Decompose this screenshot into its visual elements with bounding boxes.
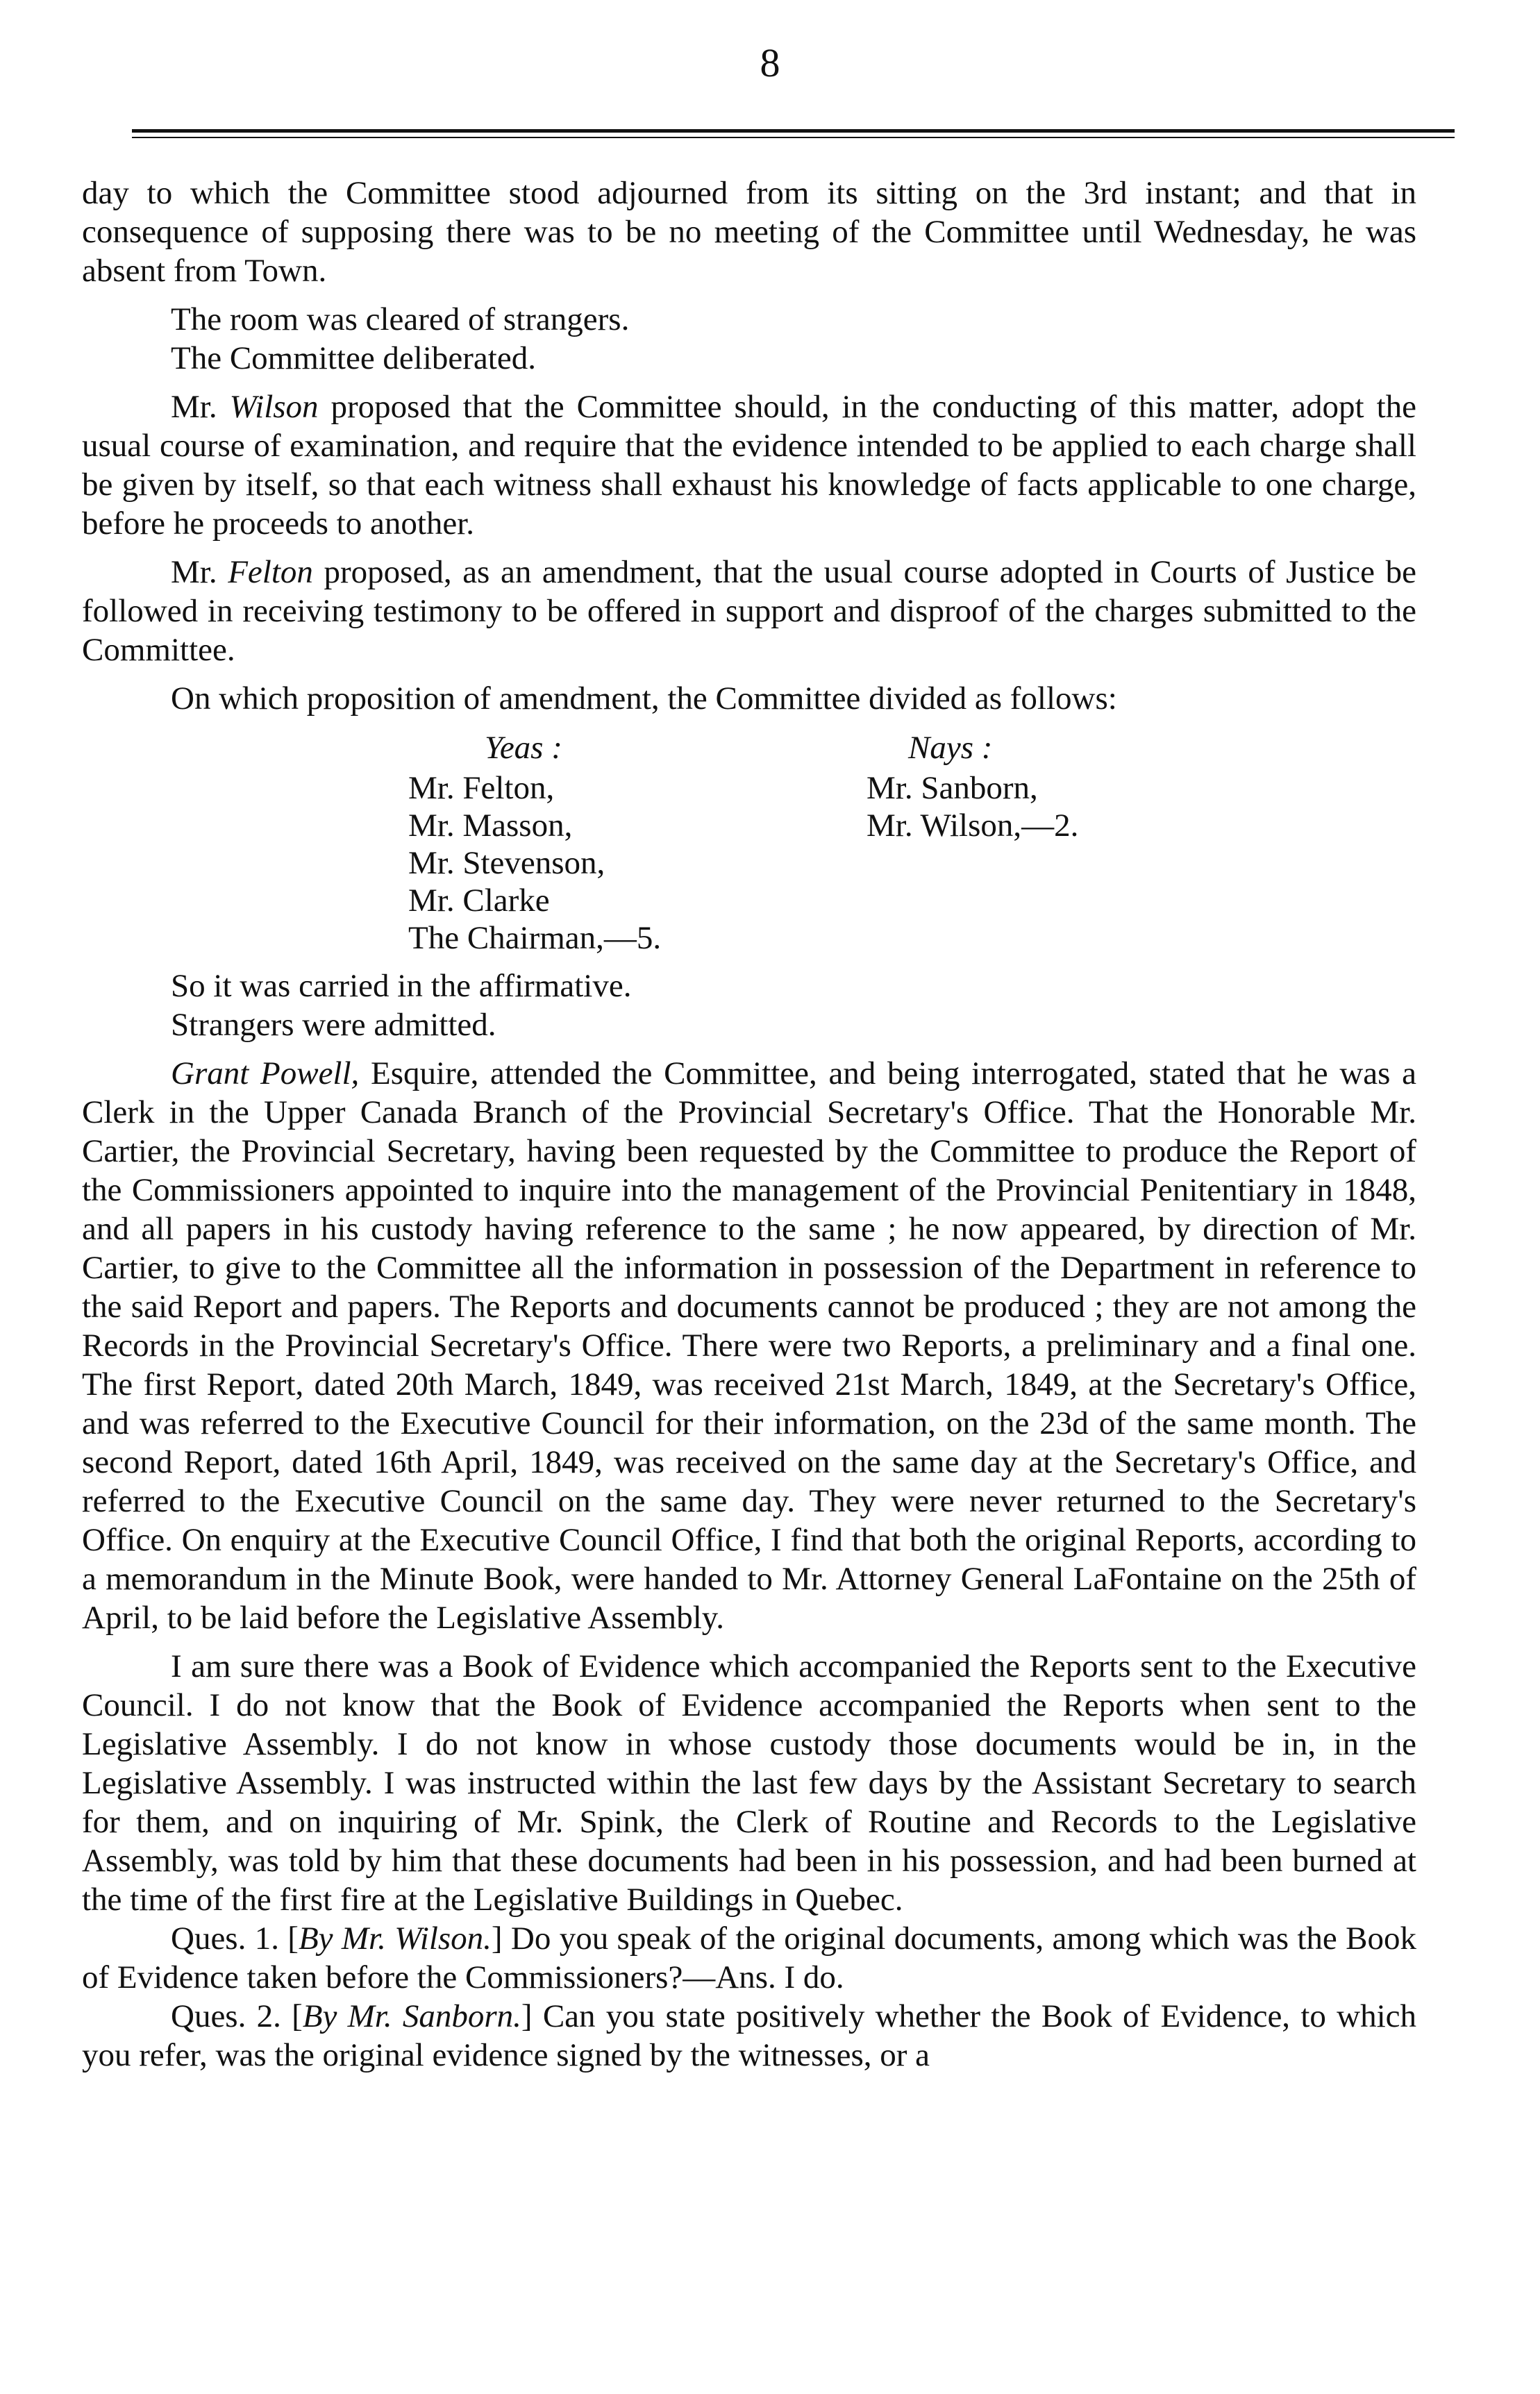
paragraph: Strangers were admitted. (171, 1007, 496, 1043)
text-run: ] Do you speak of the original documents, among which was the Book of Evidence taken before the Commissioners?—Ans. I do. (82, 1920, 1416, 1995)
witness-name: Grant Powell, (171, 1055, 360, 1091)
text-run: Mr. (171, 389, 230, 425)
text-run: proposed, as an amendment, that the usual course adopted in Courts of Justice be followed in receiving testimony to be offered in support and disproof of the charges submitted to the Committee. (82, 554, 1416, 668)
text-run: Ques. 1. [ (171, 1920, 299, 1957)
paragraph: So it was carried in the affirmative. (171, 968, 632, 1004)
vote-entry: Mr. Stevenson, (408, 845, 605, 881)
vote-entry: Mr. Sanborn, (867, 770, 1038, 806)
text-run: ] Can you state positively whether the Book of Evidence, to which you refer, was the original evidence signed by the witnesses, or a (82, 1998, 1417, 2073)
paragraph: I am sure there was a Book of Evidence which accompanied the Reports sent to the Executive Council. I do not know that the Book of Evidence accompanied the Reports when sent to the Legislative Assembly. I do not know in whose custody those documents would be in, in the Legislative Assembly. I was instructed within the last few days by the Assistant Secretary to search for them, and on inquiring of Mr. Spink, the Clerk of Routine and Records to the Legislative Assembly, was told by him that these documents had been in his possession, and had been burned at the time of the first fire at the Legislative Buildings in Quebec. (82, 1648, 1416, 1918)
document-body (82, 174, 1416, 2075)
yeas-heading: Yeas : (485, 730, 562, 766)
paragraph: day to which the Committee stood adjourned from its sitting on the 3rd instant; and that in consequence of supposing there was to be no meeting of the Committee until Wednesday, he was absent from Town. (82, 175, 1416, 289)
vote-entry: Mr. Masson, (408, 807, 573, 844)
question (82, 1997, 1416, 2075)
text-run: proposed that the Committee should, in the conducting of this matter, adopt the usual course of examination, and require that the evidence intended to be applied to each charge shall be given by itself, so that each witness shall exhaust his knowledge of facts applicable to one charge, before he proceeds to another. (82, 389, 1416, 542)
speaker-name: Wilson (229, 389, 319, 425)
paragraph (82, 553, 1416, 669)
questioner: By Mr. Sanborn. (302, 1998, 521, 2034)
questioner: By Mr. Wilson. (298, 1920, 492, 1957)
header-rule-thick (132, 129, 1455, 133)
speaker-name: Felton (228, 554, 313, 590)
nays-heading: Nays : (908, 730, 993, 766)
nays-column (867, 729, 1078, 957)
vote-entry: Mr. Clarke (408, 882, 550, 919)
vote-entry: Mr. Felton, (408, 770, 555, 806)
text-run: Ques. 2. [ (171, 1998, 303, 2034)
header-rule-thin (132, 137, 1455, 138)
paragraph (82, 1054, 1416, 1637)
page-number: 8 (760, 40, 780, 85)
paragraph: The Committee deliberated. (171, 340, 536, 376)
yeas-column (408, 729, 867, 957)
division-list (82, 729, 1416, 957)
vote-entry: The Chairman,—5. (408, 920, 662, 956)
paragraph: The room was cleared of strangers. (171, 301, 630, 337)
question (82, 1919, 1416, 1997)
paragraph: On which proposition of amendment, the Committee divided as follows: (171, 680, 1117, 717)
text-run: Esquire, attended the Committee, and being interrogated, stated that he was a Clerk in the Upper Canada Branch of the Provincial Secretary's Office. That the Honorable Mr. Cartier, the Provincial Secretary, having been requested by the Committee to produce the Report of the Commissioners appointed to inquire into the management of the Provincial Penitentiary in 1848, and all papers in his custody having reference to the same ; he now appeared, by direction of Mr. Cartier, to give to the Committee all the information in possession of the Department in reference to the said Report and papers. The Reports and documents cannot be produced ; they are not among the Records in the Provincial Secretary's Office. There were two Reports, a preliminary and a final one. The first Report, dated 20th March, 1849, was received 21st March, 1849, at the Secretary's Office, and was referred to the Executive Council for their information, on the 23d of the same month. The second Report, dated 16th April, 1849, was received on the same day at the Secretary's Office, and referred to the Executive Council on the same day. They were never returned to the Secretary's Office. On enquiry at the Executive Council Office, I find that both the original Reports, according to a memorandum in the Minute Book, were handed to Mr. Attorney General LaFontaine on the 25th of April, to be laid before the Legislative Assembly. (82, 1055, 1416, 1636)
paragraph (82, 387, 1416, 543)
vote-entry: Mr. Wilson,—2. (867, 807, 1079, 844)
text-run: Mr. (171, 554, 228, 590)
